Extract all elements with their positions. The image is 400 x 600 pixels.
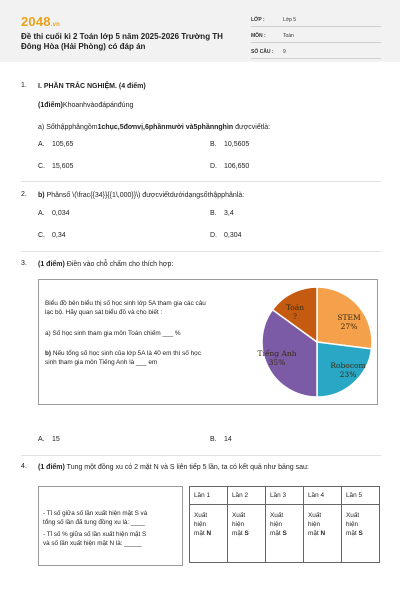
coin-face: N (320, 530, 326, 537)
chart-box (38, 279, 378, 405)
answer-option-d[interactable] (210, 232, 242, 239)
meta-label: MÔN : (251, 33, 266, 39)
part-label: b) (38, 192, 45, 199)
option-letter: C. (38, 232, 45, 239)
cell-line: hiện (232, 521, 245, 528)
question-1a (21, 123, 381, 133)
exam-header (0, 0, 400, 62)
site-logo[interactable] (21, 14, 60, 29)
answer-option-c[interactable] (38, 163, 73, 170)
answer-options-row (38, 141, 381, 151)
question-3 (21, 260, 381, 270)
table-header-cell: Lần 3 (266, 487, 304, 505)
part-text-post: đượcviếtlà: (233, 124, 271, 131)
table-header-row (190, 487, 380, 505)
table-header-cell: Lần 2 (228, 487, 266, 505)
option-letter: D. (210, 232, 217, 239)
part-label: a) (38, 124, 45, 131)
pie-slice-value: 23% (339, 370, 357, 379)
meta-label: LỚP : (251, 17, 265, 23)
coin-face: S (244, 530, 249, 537)
answer-option-b[interactable] (210, 141, 249, 148)
option-value: 15 (52, 436, 60, 443)
option-letter: A. (38, 210, 45, 217)
points-label: (1điểm) (38, 102, 63, 109)
divider (21, 455, 381, 456)
cell-word: mặt (194, 530, 205, 537)
question-1a-text (38, 123, 381, 132)
coin-results-table (189, 486, 380, 563)
option-value: 106,650 (224, 163, 250, 170)
question-number: 4. (21, 463, 27, 470)
table-cell (304, 505, 342, 563)
question-3-text (38, 260, 381, 269)
coin-face: S (358, 530, 363, 537)
option-value: 10,5605 (224, 141, 250, 148)
cell-line: Xuất (194, 512, 208, 519)
question-number: 2. (21, 191, 27, 198)
option-letter: A. (38, 436, 45, 443)
option-value: 15,605 (52, 163, 74, 170)
table-cell (190, 505, 228, 563)
question-body (38, 82, 381, 91)
answer-options-row (38, 232, 381, 242)
answer-option-a[interactable] (38, 210, 70, 217)
cell-line: Xuất (346, 512, 360, 519)
pie-slice-label: Tiếng Anh (257, 349, 297, 358)
cell-word: mặt (308, 530, 319, 537)
cell-line (270, 529, 299, 538)
divider (21, 181, 381, 182)
instruction-text: Khoanhvàođápánđúng (62, 102, 134, 109)
option-value: 0,034 (52, 210, 70, 217)
cell-word: mặt (232, 530, 243, 537)
question-text: Điền vào chỗ chấm cho thích hợp: (66, 261, 174, 268)
answer-option-b[interactable] (210, 210, 234, 217)
meta-row-class (251, 14, 381, 27)
sub-question-b (45, 349, 255, 367)
sub-text-2: sinh tham gia môn Tiếng Anh là ___ em (45, 359, 158, 366)
logo-suffix: .vn (50, 22, 61, 28)
pie-slice-value: 27% (340, 322, 358, 331)
answer-options-row (38, 210, 381, 220)
cell-line (232, 529, 261, 538)
cell-line: Xuất (232, 512, 246, 519)
question-2 (21, 191, 381, 201)
option-letter: B. (210, 210, 217, 217)
option-letter: C. (38, 163, 45, 170)
chart-description-line-2: lạc bộ. Hãy quan sát biểu đồ và cho biết : (45, 309, 163, 316)
answer-options-row (38, 436, 381, 446)
divider (21, 251, 381, 252)
part-text-pre: Sốthậpphângồm (46, 124, 98, 131)
sub-text: Số học sinh tham gia môn Toán chiếm ___ % (52, 330, 181, 337)
cell-line: hiện (270, 521, 283, 528)
question-number: 3. (21, 260, 27, 267)
part-text: Phânsố \(\frac{{34}}{{1\,000}}\) đượcviếtdướidạngsốthậpphânlà: (46, 192, 245, 199)
coin-question-line: tổng số lần đã tung đồng xu là: ____ (43, 519, 145, 526)
table-cell (342, 505, 380, 563)
table-cell (228, 505, 266, 563)
question-number: 1. (21, 82, 27, 89)
table-header-cell: Lần 5 (342, 487, 380, 505)
sub-text-1: Nếu tổng số học sinh của lớp 5A là 40 em thì số học (52, 350, 201, 357)
answer-option-a[interactable] (38, 436, 60, 443)
option-value: 0,34 (52, 232, 66, 239)
cell-line (308, 529, 337, 538)
sub-question-a (45, 329, 255, 338)
points-label: (1 điểm) (38, 464, 65, 471)
meta-label: SỐ CÂU : (251, 49, 274, 55)
pie-slice-label: Toán (285, 303, 305, 312)
club-pie-chart (257, 284, 377, 400)
answer-option-a[interactable] (38, 141, 73, 148)
answer-option-c[interactable] (38, 232, 66, 239)
sub-label: b) (45, 350, 52, 357)
meta-value: 9 (283, 49, 286, 55)
table-header-cell: Lần 1 (190, 487, 228, 505)
instruction-line (38, 101, 381, 110)
pie-slice-value: ? (292, 312, 298, 321)
option-value: 0,304 (224, 232, 242, 239)
logo-text: 2048 (21, 14, 51, 29)
chart-description (45, 299, 255, 317)
pie-slice-label: Robocom (330, 361, 366, 370)
meta-row-subject (251, 30, 381, 43)
question-1 (21, 82, 381, 102)
part-text-bold: 1chục,5đơnvị,6phầnmười và5phầnnghìn (97, 124, 234, 131)
coin-face: N (206, 530, 212, 537)
meta-row-count (251, 46, 381, 59)
meta-value: Toán (283, 33, 294, 39)
cell-line (194, 529, 223, 538)
section-heading: I. PHẦN TRẮC NGHIỆM. (4 điểm) (38, 83, 146, 90)
question-4 (21, 463, 381, 473)
option-letter: B. (210, 436, 217, 443)
pie-slice-label: STEM (337, 313, 361, 322)
cell-word: mặt (346, 530, 357, 537)
option-letter: D. (210, 163, 217, 170)
cell-line: Xuất (270, 512, 284, 519)
cell-line: hiện (346, 521, 359, 528)
cell-line (346, 529, 375, 538)
table-row (190, 505, 380, 563)
option-letter: A. (38, 141, 45, 148)
pie-slice-value: 35% (268, 358, 286, 367)
exam-title: Đề thi cuối kì 2 Toán lớp 5 năm 2025-2026 Trường TH Đông Hòa (Hải Phòng) có đáp án (21, 32, 223, 51)
chart-description-line-1: Biểu đồ bên biểu thị số học sinh lớp 5A tham gia các câu (45, 300, 206, 307)
coin-questions-box (38, 486, 183, 566)
table-cell (266, 505, 304, 563)
question-1-instruction (21, 101, 381, 111)
question-4-text (38, 463, 381, 472)
coin-question-line: - Tỉ số % giữa số lần xuất hiện mặt S (43, 531, 147, 538)
coin-question-line: và số lần xuất hiện mặt N là: _____ (43, 540, 142, 547)
answer-option-b[interactable] (210, 436, 232, 443)
coin-face: S (282, 530, 287, 537)
exam-meta (251, 14, 381, 62)
points-label: (1 điểm) (38, 261, 65, 268)
cell-line: hiện (194, 521, 207, 528)
answer-options-row (38, 163, 381, 173)
answer-option-d[interactable] (210, 163, 249, 170)
coin-question-line: - Tỉ số giữa số lần xuất hiện mặt S và (43, 510, 148, 517)
option-value: 14 (224, 436, 232, 443)
option-value: 105,65 (52, 141, 74, 148)
cell-word: mặt (270, 530, 281, 537)
table-header-cell: Lần 4 (304, 487, 342, 505)
question-2-text (38, 191, 381, 200)
option-value: 3,4 (224, 210, 234, 217)
cell-line: Xuất (308, 512, 322, 519)
meta-value: Lớp 5 (283, 17, 297, 23)
option-letter: B. (210, 141, 217, 148)
cell-line: hiện (308, 521, 321, 528)
question-text: Tung một đồng xu có 2 mặt N và S liên tiếp 5 lần, ta có kết quả như bảng sau: (66, 464, 309, 471)
sub-label: a) (45, 330, 51, 337)
